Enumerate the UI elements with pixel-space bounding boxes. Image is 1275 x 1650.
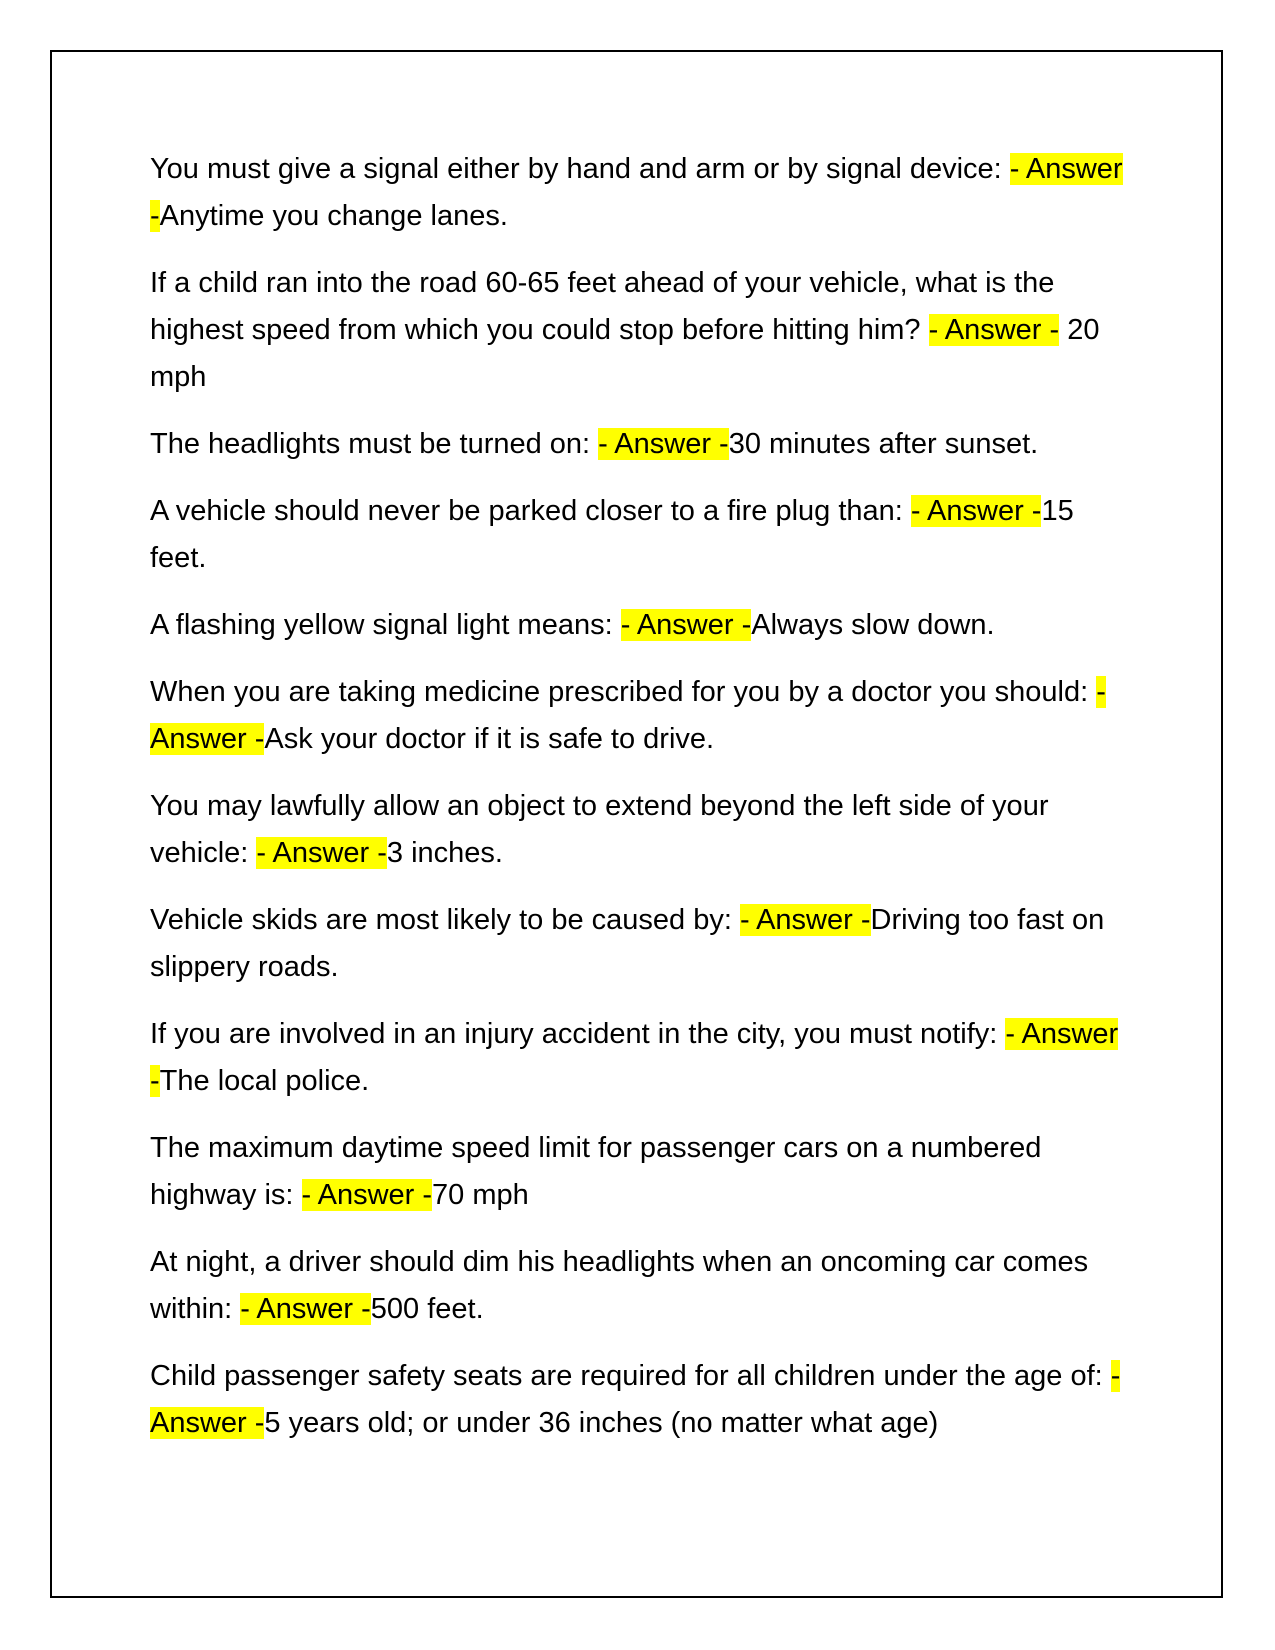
answer-text: 3 inches.	[386, 837, 503, 869]
question-text: You may lawfully allow an object to extend beyond the left side of your vehicle:	[150, 790, 1049, 869]
answer-marker: - Answer -	[150, 153, 1123, 232]
answer-marker: - Answer -	[598, 428, 729, 460]
qa-item	[150, 897, 1130, 991]
answer-marker: - Answer -	[150, 1360, 1121, 1439]
qa-item	[150, 602, 1130, 649]
answer-marker: - Answer -	[150, 676, 1106, 755]
question-text: When you are taking medicine prescribed for you by a doctor you should:	[150, 676, 1097, 708]
answer-text: Anytime you change lanes.	[159, 200, 508, 232]
answer-marker: - Answer -	[256, 837, 387, 869]
question-text: The maximum daytime speed limit for passenger cars on a numbered highway is:	[150, 1132, 1042, 1211]
qa-item	[150, 783, 1130, 877]
answer-text: Driving too fast on slippery roads.	[150, 904, 1105, 983]
answer-marker: - Answer -	[240, 1293, 371, 1325]
question-text: If a child ran into the road 60-65 feet ahead of your vehicle, what is the highest speed from which you could stop before hitting him?	[150, 267, 1055, 346]
question-text: A vehicle should never be parked closer to a fire plug than:	[150, 495, 911, 527]
question-text: The headlights must be turned on:	[150, 428, 599, 460]
answer-text: 20 mph	[150, 314, 1100, 393]
answer-text: Always slow down.	[751, 609, 995, 641]
answer-text: 70 mph	[432, 1179, 529, 1211]
answer-text: 15 feet.	[150, 495, 1074, 574]
answer-text: 500 feet.	[370, 1293, 484, 1325]
answer-marker: - Answer -	[910, 495, 1042, 527]
question-text: A flashing yellow signal light means:	[150, 609, 621, 641]
qa-item	[150, 1011, 1130, 1105]
qa-item	[150, 1353, 1130, 1447]
answer-text: 5 years old; or under 36 inches (no matter what age)	[264, 1407, 939, 1439]
answer-marker: - Answer -	[150, 1018, 1119, 1097]
question-text: If you are involved in an injury accident in the city, you must notify:	[150, 1018, 1006, 1050]
qa-item	[150, 488, 1130, 582]
qa-item	[150, 1125, 1130, 1219]
qa-list	[150, 146, 1130, 1467]
question-text: Child passenger safety seats are required for all children under the age of:	[150, 1360, 1111, 1392]
answer-marker: - Answer -	[620, 609, 752, 641]
question-text: Vehicle skids are most likely to be caused by:	[150, 904, 740, 936]
qa-item	[150, 1239, 1130, 1333]
qa-item	[150, 669, 1130, 763]
question-text: At night, a driver should dim his headlights when an oncoming car comes within:	[150, 1246, 1089, 1325]
question-text: You must give a signal either by hand and arm or by signal device:	[150, 153, 1010, 185]
answer-marker: - Answer -	[739, 904, 871, 936]
answer-text: Ask your doctor if it is safe to drive.	[264, 723, 715, 755]
answer-text: 30 minutes after sunset.	[728, 428, 1039, 460]
qa-item	[150, 146, 1130, 240]
answer-marker: - Answer -	[928, 314, 1060, 346]
answer-text: The local police.	[159, 1065, 370, 1097]
qa-item	[150, 421, 1130, 468]
qa-item	[150, 260, 1130, 401]
answer-marker: - Answer -	[301, 1179, 433, 1211]
